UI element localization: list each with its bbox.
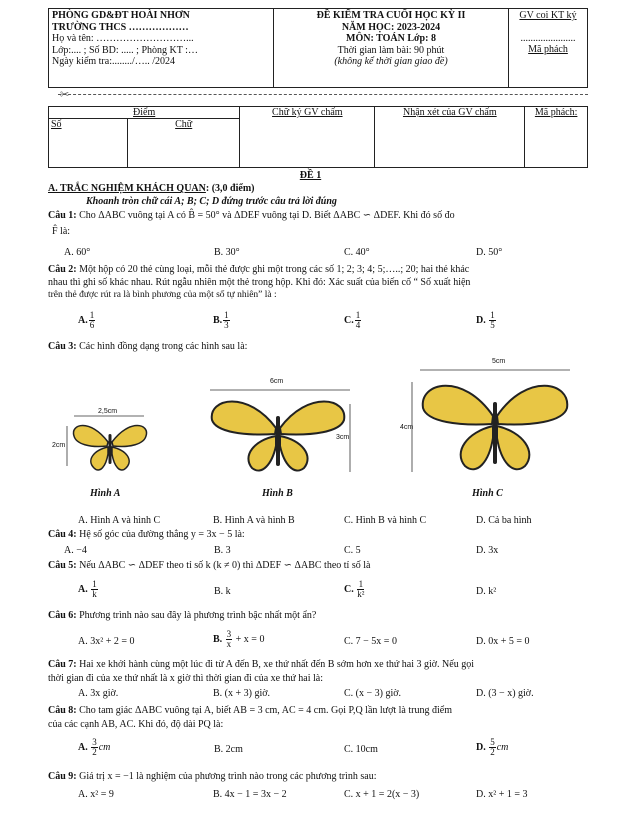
q9-option-c[interactable]: C. x + 1 = 2(x − 3) [344, 789, 420, 800]
exam-header-table [48, 8, 588, 88]
school-name: TRƯỜNG THCS ……………… [52, 21, 189, 33]
q5-option-c[interactable]: C. $\frac{1}{\text{k²}}$ [344, 579, 365, 599]
q6-option-a[interactable]: A. 3x² + 2 = 0 [78, 636, 135, 647]
q6-option-d[interactable]: D. 0x + 5 = 0 [476, 636, 530, 647]
q1-option-c[interactable]: C. 40° [344, 247, 370, 258]
question-1-line2: F̂ là: [52, 226, 71, 237]
q9-option-d[interactable]: D. x² + 1 = 3 [476, 789, 528, 800]
grader-sign-header: Chữ ký GV chấm [240, 107, 375, 168]
cut-line [58, 94, 588, 95]
date-line: Ngày kiểm tra:......../….. /2024 [52, 56, 176, 67]
exam-title: ĐỀ KIỂM TRA CUỐI HỌC KỲ II [316, 10, 466, 21]
figure-c-width: 5cm [492, 358, 506, 365]
q8-option-a[interactable]: A. $\frac{3}{2}$ cm [78, 737, 111, 757]
time-line: Thời gian làm bài: 90 phút [337, 44, 445, 56]
header-mid-cell [274, 9, 509, 88]
student-name-line: Họ và tên: ………………………... [52, 33, 194, 44]
q5-option-d[interactable]: D. k² [476, 586, 497, 597]
q3-option-c[interactable]: C. Hình B và hình C [344, 515, 427, 526]
q2-option-a[interactable]: A. $\frac{1}{6}$ [78, 310, 95, 330]
question-1: Câu 1: Cho ΔABC vuông tại A có B̂ = 50° và ΔDEF vuông tại D. Biết ΔABC ∽ ΔDEF. Khi đó số đo [48, 210, 455, 221]
question-7-line2: thời gian đi của xe thứ nhất là x giờ thì thời gian đi của xe thứ hai là: [48, 673, 323, 684]
header-left-cell [49, 9, 274, 88]
question-8: Câu 8: Cho tam giác ΔABC vuông tại A, biết AB = 3 cm, AC = 4 cm. Gọi P,Q lần lượt là trung điểm [48, 705, 452, 716]
q3-option-b[interactable]: B. Hình A và hình B [213, 515, 295, 526]
q7-option-d[interactable]: D. (3 − x) giờ. [476, 688, 534, 699]
school-year: NĂM HỌC: 2023-2024 [341, 21, 441, 33]
department-name: PHÒNG GD&ĐT HOÀI NHƠN [52, 10, 190, 21]
section-a-instruction: Khoanh tròn chữ cái A; B; C; D đứng trước câu trả lời đúng [86, 196, 337, 207]
question-2-line3: trên thẻ được rút ra là bình phương của một số tự nhiên” là : [48, 290, 277, 300]
q9-option-a[interactable]: A. x² = 9 [78, 789, 114, 800]
figure-c-label: Hình C [472, 488, 503, 499]
exam-code: ĐỀ 1 [299, 170, 322, 181]
figure-c [400, 352, 580, 510]
q8-option-d[interactable]: D. $\frac{5}{2}$ cm [476, 737, 509, 757]
score-words-header: Chữ [128, 119, 240, 168]
figure-a [52, 400, 160, 510]
q7-option-c[interactable]: C. (x − 3) giờ. [344, 688, 402, 699]
subject-line: MÔN: TOÁN Lớp: 8 [346, 33, 436, 44]
figure-a-width: 2,5cm [98, 408, 118, 415]
figure-a-label: Hình A [90, 488, 121, 499]
q5-option-a[interactable]: A. $\frac{1}{k}$ [78, 579, 97, 599]
question-8-line2: của các cạnh AB, AC. Khi đó, độ dài PQ là: [48, 719, 224, 730]
q7-option-a[interactable]: A. 3x giờ. [78, 688, 119, 699]
header-right-cell [509, 9, 588, 88]
score-number-header: Số [49, 119, 128, 168]
butterfly-c-image [400, 352, 580, 510]
q4-option-b[interactable]: B. 3 [214, 545, 231, 556]
q2-option-c[interactable]: C. $\frac{1}{4}$ [344, 310, 361, 330]
score-table [48, 106, 588, 168]
q3-option-a[interactable]: A. Hình A và hình C [78, 515, 161, 526]
question-7: Câu 7: Hai xe khởi hành cùng một lúc đi từ A đến B, xe thứ nhất đến B sớm hơn xe thứ hai 3 giờ. Nếu gọi [48, 659, 474, 670]
figure-b-height: 3cm [336, 434, 350, 441]
q8-option-b[interactable]: B. 2cm [214, 744, 243, 755]
q1-option-b[interactable]: B. 30° [214, 247, 240, 258]
figure-c-height: 4cm [400, 424, 414, 431]
q7-option-b[interactable]: B. (x + 3) giờ. [213, 688, 271, 699]
q4-option-d[interactable]: D. 3x [476, 545, 499, 556]
proctor-sign-label: GV coi KT ký [519, 10, 577, 21]
score-code-header: Mã phách: [525, 107, 588, 168]
proctor-dots: ...................... [520, 32, 576, 44]
time-note: (không kể thời gian giao đề) [334, 56, 448, 67]
q8-option-c[interactable]: C. 10cm [344, 744, 378, 755]
figure-b-label: Hình B [262, 488, 293, 499]
q6-option-c[interactable]: C. 7 − 5x = 0 [344, 636, 397, 647]
question-9: Câu 9: Giá trị x = −1 là nghiệm của phương trình nào trong các phương trình sau: [48, 771, 377, 782]
class-line: Lớp:.... ; Số BD: ..... ; Phòng KT :… [52, 44, 198, 56]
q2-option-d[interactable]: D. $\frac{1}{5}$ [476, 310, 495, 330]
question-2: Câu 2: Một hộp có 20 thẻ cùng loại, mỗi thẻ được ghi một trong các số 1; 2; 3; 4; 5;…..; 20; hai thẻ khác [48, 264, 470, 275]
q1-option-d[interactable]: D. 50° [476, 247, 503, 258]
figure-a-height: 2cm [52, 442, 66, 449]
header-code-label: Mã phách [528, 44, 568, 55]
scissors-icon: ✂ [60, 89, 70, 101]
q3-option-d[interactable]: D. Cả ba hình [476, 515, 532, 526]
question-4: Câu 4: Hệ số góc của đường thẳng y = 3x − 5 là: [48, 529, 245, 540]
question-2-line2: nhau thì ghi số khác nhau. Rút ngẫu nhiên một thẻ trong hộp. Khi đó: Xác suất của biến cố “ Số xuất hiện [48, 277, 471, 288]
score-header: Điểm [49, 107, 240, 119]
q5-option-b[interactable]: B. k [214, 586, 231, 597]
grader-comment-header: Nhận xét của GV chấm [375, 107, 525, 168]
q4-option-c[interactable]: C. 5 [344, 545, 361, 556]
question-6: Câu 6: Phương trình nào sau đây là phương trình bậc nhất một ẩn? [48, 610, 317, 621]
section-a-title: A. TRẮC NGHIỆM KHÁCH QUAN: (3,0 điểm) [48, 183, 255, 194]
q6-option-b[interactable]: B. $\frac{3}{x}$ + x = 0 [213, 629, 265, 649]
question-3: Câu 3: Các hình đồng dạng trong các hình sau là: [48, 341, 248, 352]
q4-option-a[interactable]: A. −4 [64, 545, 87, 556]
question-5: Câu 5: Nếu ΔABC ∽ ΔDEF theo tỉ số k (k ≠ 0) thì ΔDEF ∽ ΔABC theo tỉ số là [48, 560, 371, 571]
figure-b-width: 6cm [270, 378, 284, 385]
figure-b [200, 372, 360, 510]
q1-option-a[interactable]: A. 60° [64, 247, 91, 258]
q9-option-b[interactable]: B. 4x − 1 = 3x − 2 [213, 789, 287, 800]
q2-option-b[interactable]: B. $\frac{1}{3}$ [213, 310, 229, 330]
